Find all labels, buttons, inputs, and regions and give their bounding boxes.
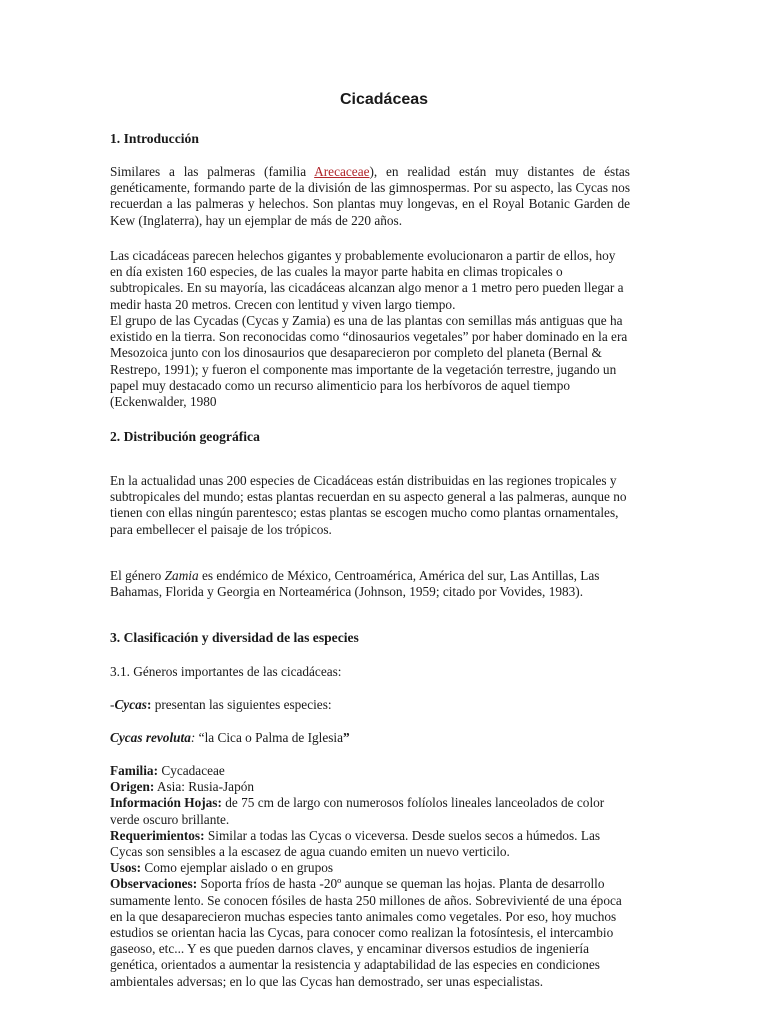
field-value: Como ejemplar aislado o en grupos (141, 860, 334, 876)
heading-distribucion: 2. Distribución geográfica (110, 429, 260, 444)
field-label: Origen: (110, 779, 155, 795)
distribucion-paragraph-2 (110, 568, 630, 600)
species-sep: : (190, 730, 199, 745)
field-origen (110, 779, 630, 795)
intro-p1-text-a: Similares a las palmeras (familia (110, 164, 315, 179)
field-label: Usos: (110, 860, 142, 876)
cycas-line (110, 697, 630, 713)
intro-paragraph-3: El grupo de las Cycadas (Cycas y Zamia) es una de las plantas con semillas más antiguas que ha existido en la tierra. Son reconocidas como “dinosaurios vegetales” por haber dominado en la era Mesozoica junto con los dinosaurios que desaparecieron por completo del planeta (Bernal & Restrepo, 1991); y fueron el componente mas importante de la vegetación terrestre, jugando un papel muy destacado como un recurso alimenticio para los herbívoros de aquel tiempo (Eckenwalder, 1980 (110, 313, 628, 410)
heading-clasificacion: 3. Clasificación y diversidad de las especies (110, 630, 359, 645)
heading-introduccion: 1. Introducción (110, 131, 199, 146)
document-title: Cicadáceas (339, 91, 429, 108)
field-observaciones (110, 876, 630, 989)
field-value: Asia: Rusia-Japón (154, 779, 255, 795)
field-label: Observaciones: (110, 876, 198, 892)
field-value: Similar a todas las Cycas o viceversa. Desde suelos secos a húmedos. Las Cycas son sensibles a la escasez de agua cuando emiten un nuevo verticilo. (110, 827, 601, 860)
field-label: Requerimientos: (110, 827, 205, 843)
species-name: Cycas revoluta (110, 730, 191, 745)
quote-close: ” (343, 730, 350, 745)
field-usos (110, 860, 630, 876)
quote-open: “ (198, 730, 205, 745)
zamia-genus: Zamia (164, 568, 199, 583)
cycas-rest: presentan las siguientes especies: (151, 697, 332, 712)
field-label: Familia: (110, 763, 159, 778)
zamia-text-a: El género (110, 568, 165, 583)
field-familia (110, 763, 630, 779)
cycas-dash: - (110, 697, 115, 712)
intro-paragraph-2: Las cicadáceas parecen helechos gigantes y probablemente evolucionaron a partir de ellos, hoy en día existen 160 especies, de las cuales la mayor parte habita en climas tropicales o subtropicales. En su mayoría, las cicadáceas alcanzan algo menor a 1 metro pero pueden llegar a medir hasta 20 metros. Crecen con lentitud y viven largo tiempo. (110, 248, 624, 312)
field-value: de 75 cm de largo con numerosos folíolos lineales lanceolados de color verde oscuro brillante. (110, 795, 605, 827)
cycas-colon: : (146, 697, 152, 712)
species-common-name: la Cica o Palma de Iglesia (204, 730, 344, 745)
field-requerimientos (110, 828, 630, 860)
species-line (110, 730, 630, 746)
arecaceae-link[interactable]: Arecaceae (314, 164, 370, 179)
species-fields (110, 763, 630, 990)
cycas-genus: Cycas (114, 697, 147, 712)
generos-subheading: 3.1. Géneros importantes de las cicadáceas: (110, 664, 342, 679)
distribucion-paragraph-1: En la actualidad unas 200 especies de Cicadáceas están distribuidas en las regiones tropicales y subtropicales del mundo; estas plantas recuerdan en su aspecto general a las palmeras, aunque no tienen con ellas ningún parentesco; estas plantas se escogen mucho como plantas ornamentales, para embellecer el paisaje de los trópicos. (110, 473, 627, 537)
intro-p1-text-b: ), en realidad están muy distantes de éstas genéticamente, formando parte de la división de las gimnospermas. Por su aspecto, las Cycas nos recuerdan a las palmeras y helechos. Son plantas muy longevas, en el Royal Botanic Garden de Kew (Inglaterra), hay un ejemplar de más de 220 años. (110, 164, 630, 228)
intro-paragraph-1 (110, 164, 630, 229)
zamia-text-b: es endémico de México, Centroamérica, América del sur, Las Antillas, Las Bahamas, Florida y Georgia en Norteamérica (Johnson, 1959; citado por Vovides, 1983). (110, 568, 600, 600)
field-label: Información Hojas: (110, 795, 222, 811)
field-value: Soporta fríos de hasta -20º aunque se queman las hojas. Planta de desarrollo sumamente lento. Se conocen fósiles de hasta 250 millones de años. Sobrevivienté de una época en la que desaparecieron muchas especies tanto animales como vegetales. Por eso, hoy muchos estudios se orientan hacia las Cycas, para conocer como realizan la fotosíntesis, el intercambio gaseoso, etc... Y es que pueden darnos claves, y encaminar diversos estudios de ingeniería genética, orientados a aumentar la resistencia y adaptabilidad de las especies en condiciones ambientales adversas; en lo que las Cycas han demostrado, ser unas especialistas. (110, 876, 622, 989)
field-value: Cycadaceae (158, 763, 225, 778)
field-hojas (110, 795, 630, 827)
